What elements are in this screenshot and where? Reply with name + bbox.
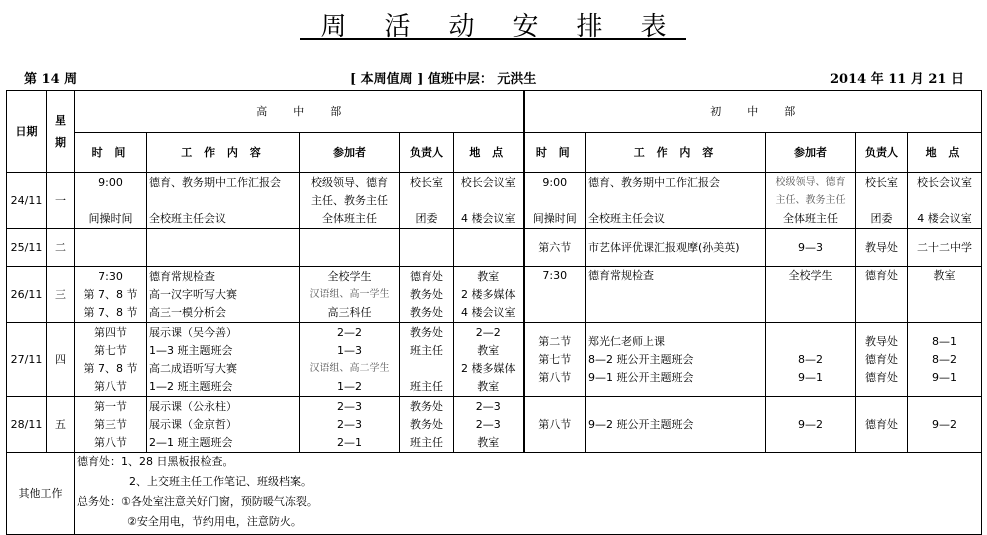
js-participants-cell: 全校学生	[766, 267, 856, 323]
js-participants-cell: 9—2	[766, 397, 856, 453]
js-leader-header: 负责人	[856, 133, 908, 173]
hs-content-header: 工 作 内 容	[147, 133, 300, 173]
column-header-row	[7, 133, 982, 173]
js-content-cell: 德育、教务期中工作汇报会 全校班主任会议	[586, 173, 766, 229]
hs-participants-header: 参加者	[300, 133, 400, 173]
row-date: 28/11	[7, 397, 47, 453]
js-participants-header: 参加者	[766, 133, 856, 173]
other-work-row	[7, 453, 982, 535]
hs-content-cell	[147, 229, 300, 267]
js-location-cell: 8—1 8—2 9—1	[908, 323, 982, 397]
js-participants-cell: 校级领导、德育 主任、教务主任 全体班主任	[766, 173, 856, 229]
hs-participants-cell	[300, 229, 400, 267]
js-time-cell: 第六节	[524, 229, 586, 267]
schedule-table	[6, 90, 982, 535]
hs-location-cell	[454, 229, 524, 267]
hs-location-cell: 2—3 2—3 教室	[454, 397, 524, 453]
other-work-line: 总务处：①各处室注意关好门窗，预防暖气冻裂。	[77, 495, 318, 508]
hs-time-cell	[75, 229, 147, 267]
table-row	[7, 267, 982, 323]
other-work-line: 2、上交班主任工作笔记、班级档案。	[129, 475, 312, 488]
js-leader-cell: 教导处 德育处 德育处	[856, 323, 908, 397]
hs-time-cell: 7:30 第 7、8 节 第 7、8 节	[75, 267, 147, 323]
js-content-header: 工 作 内 容	[586, 133, 766, 173]
row-weekday: 一	[47, 173, 75, 229]
js-time-cell: 7:30	[524, 267, 586, 323]
row-weekday: 三	[47, 267, 75, 323]
js-location-header: 地 点	[908, 133, 982, 173]
hs-location-header: 地 点	[454, 133, 524, 173]
js-location-cell: 教室	[908, 267, 982, 323]
hs-participants-cell: 2—2 1—3 汉语组、高二学生 1—2	[300, 323, 400, 397]
hs-participants-cell: 2—3 2—3 2—1	[300, 397, 400, 453]
hs-participants-cell: 校级领导、德育 主任、教务主任 全体班主任	[300, 173, 400, 229]
js-leader-cell: 德育处	[856, 267, 908, 323]
table-row	[7, 173, 982, 229]
hs-participants-cell: 全校学生 汉语组、高一学生 高三科任	[300, 267, 400, 323]
hs-location-cell: 教室 2 楼多媒体 4 楼会议室	[454, 267, 524, 323]
js-location-cell: 二十二中学	[908, 229, 982, 267]
page-title: 周活动安排表	[320, 12, 705, 42]
js-time-header: 时 间	[524, 133, 586, 173]
other-work-label: 其他工作	[7, 453, 75, 535]
js-leader-cell: 德育处	[856, 397, 908, 453]
table-row	[7, 229, 982, 267]
hs-time-header: 时 间	[75, 133, 147, 173]
row-date: 26/11	[7, 267, 47, 323]
hs-time-cell: 9:00 间操时间	[75, 173, 147, 229]
hs-leader-cell: 德育处 教务处 教务处	[400, 267, 454, 323]
hs-content-cell: 德育常规检查 高一汉字听写大赛 高三一模分析会	[147, 267, 300, 323]
week-number: 第 14 周	[24, 72, 78, 87]
row-weekday: 四	[47, 323, 75, 397]
other-work-line: ②安全用电，节约用电，注意防火。	[127, 515, 302, 528]
js-participants-cell: 9—3	[766, 229, 856, 267]
js-time-cell: 9:00 间操时间	[524, 173, 586, 229]
duty-officer: [ 本周值周 ] 值班中层： 元洪生	[350, 72, 537, 87]
hs-content-cell: 展示课（公永柱） 展示课（金京哲） 2—1 班主题班会	[147, 397, 300, 453]
hs-leader-cell	[400, 229, 454, 267]
other-work-line: 德育处：1、28 日黑板报检查。	[77, 455, 234, 468]
hs-location-cell: 2—2 教室 2 楼多媒体 教室	[454, 323, 524, 397]
row-weekday: 五	[47, 397, 75, 453]
hs-leader-cell: 教务处 教务处 班主任	[400, 397, 454, 453]
title-underline	[300, 38, 686, 40]
row-weekday: 二	[47, 229, 75, 267]
hs-leader-header: 负责人	[400, 133, 454, 173]
js-content-cell: 郑光仁老师上课 8—2 班公开主题班会 9—1 班公开主题班会	[586, 323, 766, 397]
js-participants-cell: 8—2 9—1	[766, 323, 856, 397]
js-leader-cell: 教导处	[856, 229, 908, 267]
js-content-cell: 9—2 班公开主题班会	[586, 397, 766, 453]
hs-content-cell: 展示课（吴今善） 1—3 班主题班会 高二成语听写大赛 1—2 班主题班会	[147, 323, 300, 397]
hs-leader-cell: 教务处 班主任 班主任	[400, 323, 454, 397]
row-date: 24/11	[7, 173, 47, 229]
row-date: 25/11	[7, 229, 47, 267]
hs-time-cell: 第四节 第七节 第 7、8 节 第八节	[75, 323, 147, 397]
schedule-date: 2014 年 11 月 21 日	[830, 72, 964, 87]
high-school-header: 高中部	[75, 91, 524, 133]
junior-school-header: 初中部	[524, 91, 982, 133]
table-row	[7, 397, 982, 453]
hs-time-cell: 第一节 第三节 第八节	[75, 397, 147, 453]
weekday-header: 星 期	[47, 91, 75, 173]
date-header: 日期	[7, 91, 47, 173]
js-content-cell: 德育常规检查	[586, 267, 766, 323]
section-header-row	[7, 91, 982, 133]
js-time-cell: 第八节	[524, 397, 586, 453]
js-leader-cell: 校长室 团委	[856, 173, 908, 229]
js-location-cell: 9—2	[908, 397, 982, 453]
js-time-cell: 第二节 第七节 第八节	[524, 323, 586, 397]
hs-content-cell: 德育、教务期中工作汇报会 全校班主任会议	[147, 173, 300, 229]
js-location-cell: 校长会议室 4 楼会议室	[908, 173, 982, 229]
js-content-cell: 市艺体评优课汇报观摩(孙美英)	[586, 229, 766, 267]
hs-leader-cell: 校长室 团委	[400, 173, 454, 229]
hs-location-cell: 校长会议室 4 楼会议室	[454, 173, 524, 229]
table-row	[7, 323, 982, 397]
row-date: 27/11	[7, 323, 47, 397]
other-work-notes	[75, 453, 982, 535]
